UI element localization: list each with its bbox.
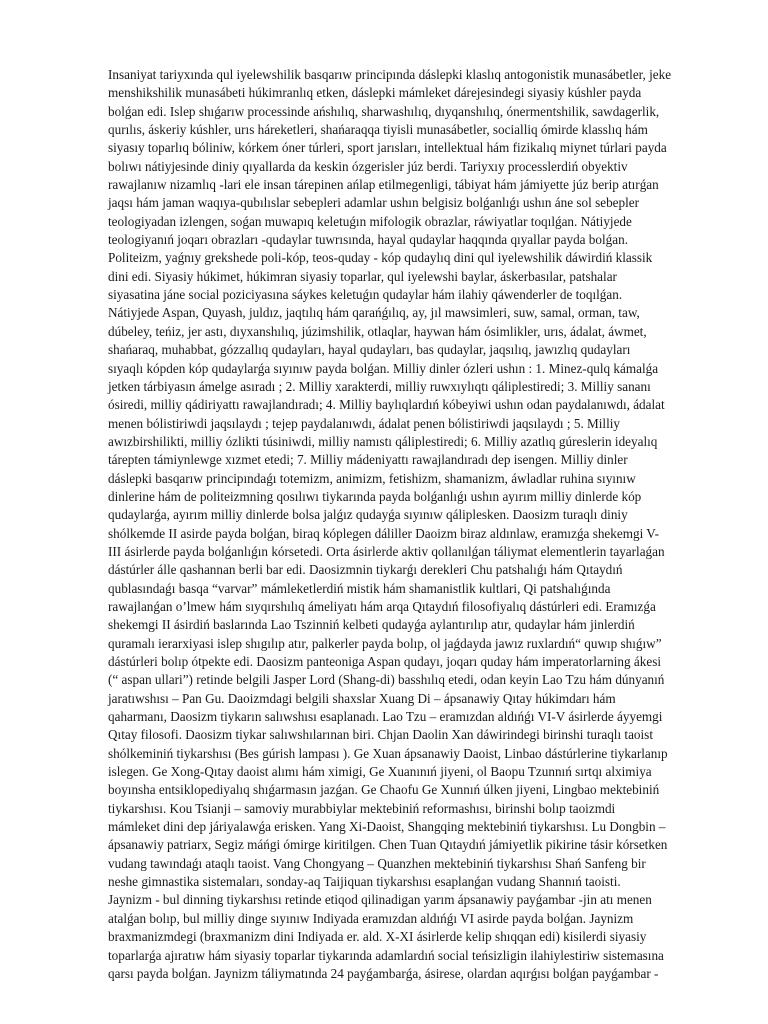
text-line: sıyaqlı kópden kóp qudaylarǵa sıyınıw payda bolǵan. Milliy dinler ózleri ushın : 1. Minez-qulq kámalǵa xyxy=(108,360,659,376)
text-line: dúbeley, teńiz, jer astı, dıyxanshılıq, júzimshilik, otlaqlar, haywan hám ósimlikler, urıs, ádalat, áwmet, xyxy=(108,323,647,339)
text-line: menen bólistiriwdi jaqsılaydı ; tejep paydalanıwdı, ádalat penen bólistiriwdi jaqsılaydı ; 5. Milliy xyxy=(108,415,621,431)
text-line: toparlarǵa ajıratıw hám siyasiy toparlar tiykarında adamlardıń social teńsizligin ilahiylestiriw sistemasına xyxy=(108,947,664,963)
text-line: tiykarshısı. Kou Tsianji – samoviy murabbiylar mektebiniń reformashısı, birinshi bolıp taoizmdi xyxy=(108,800,616,816)
text-line: bolǵan edi. Islep shıǵarıw processinde ańshılıq, sharwashılıq, dıyqanshılıq, ónermentshilik, sawdagerlik, xyxy=(108,103,660,119)
text-line: Insaniyat tariyxında qul iyelewshilik basqarıw principında dáslepki klaslıq antogonistik munasábetler, jeke xyxy=(108,67,672,82)
text-line: mámleket dini dep járiyalawǵa erisken. Yang Xi-Daoist, Shangqing mektebiniń tiykarshısı. Lu Dongbin – xyxy=(108,819,666,835)
text-line: atalǵan bolıp, bul milliy dinge sıyınıw Indiyada eramızdan aldıńǵı VI asirde payda bolǵan. Jaynizm xyxy=(108,910,634,926)
text-line: dástúrler álle qashannan berli bar edi. Daosizmnin tiykarǵı derekleri Chu patshalıǵı hám Qıtaydıń xyxy=(108,562,623,578)
text-line: vudang tawındaǵı ataqlı taoist. Vang Chongyang – Quanzhen mektebiniń tiykarshısı Shań Sanfeng bir xyxy=(108,855,646,871)
text-line: dinlerine hám de politeizmning qosılıwı tiykarında payda bolǵanlıǵı ushın ayırım milliy dinlerde kóp xyxy=(108,488,642,504)
text-line: jaqsı hám jaman waqıya-qubılıslar sebepleri adamlar ushın belgisiz bolǵanlıǵı ushın áne sol sebepler xyxy=(108,195,640,211)
text-line: Politeizm, yaǵnıy grekshede poli-kóp, teos-quday - kóp qudaylıq dini qul iyelewshilik dáwirdiń klassik xyxy=(108,250,653,266)
text-line: qublasındaǵı basqa “varvar” mámleketlerdiń mistik hám shamanistlik kultlari, Qi patshalıǵında xyxy=(108,580,611,596)
text-line: shólkeminiń tiykarshısı (Bes gúrish lampası ). Ge Xuan ápsanawiy Daoist, Linbao dástúrlerine tiykarlanıp xyxy=(108,745,668,761)
text-line: bolıwı nátiyjesinde diniy qıyallarda da keskin ózgerisler júz berdi. Tariyxıy processlerdiń obyektiv xyxy=(108,158,628,174)
text-line: qaharmanı, Daosizm tiykarın salıwshısı esaplanadı. Lao Tzu – eramızdan aldıńǵı VI-V ásirlerde áyyemgi xyxy=(108,709,663,725)
text-line: teologiyadan izlengen, soǵan muwapıq keletuǵın mifologik obrazlar, ráwiyatlar toqılǵan. Nátiyjede xyxy=(108,213,632,229)
text-line: neshe gimnastika sistemaları, sonday-aq Taijiquan tiykarshısı esaplanǵan vudang Shannıń taoisti. xyxy=(108,874,621,890)
text-line: islegen. Ge Xong-Qıtay daoist alımı hám ximigi, Ge Xuanınıń jiyeni, ol Baopu Tzunnıń sırtqı alximiya xyxy=(108,764,652,780)
text-line: dini edi. Siyasiy húkimet, húkimran siyasiy toparlar, qul iyelewshi baylar, áskerbasılar, patshalar xyxy=(108,268,617,284)
text-line: (“ aspan ullari”) retinde belgili Jasper Lord (Shang-di) basshılıq etedi, odan keyin Lao Tzu hám dúnyanıń xyxy=(108,672,665,688)
text-line: Qıtay filosofi. Daosizm tiykar salıwshılarınan biri. Chjan Daolin Xan dáwirindegi birinshi turaqlı taoist xyxy=(108,727,653,743)
text-line xyxy=(108,983,688,1001)
text-line: dáslepki basqarıw principındaǵı totemizm, animizm, fetishizm, shamanizm, áwladlar ruhina sıyınıw xyxy=(108,470,636,486)
text-line: menshikshilik munasábeti húkimranlıq etken, dáslepki mámleket dárejesindegi siyasiy kúshler payda xyxy=(108,85,642,101)
text-line: braxmanizmdegi (braxmanizm dini Indiyada er. ald. X-XI ásirlerde kelip shıqqan edi) kisilerdi siyasiy xyxy=(108,929,647,945)
text-line: qudaylarǵa, ayırım milliy dinlerde bolsa jalǵız qudayǵa sıyınıw qáliplesken. Daosizm turaqlı diniy xyxy=(108,507,628,523)
text-line: shólkemde II asirde payda bolǵan, biraq kóplegen dáliller Daoizm biraz aldınlaw, eramızǵa shekemgi V- xyxy=(108,525,660,541)
text-line: jetken tárbiyasın ámelge asıradı ; 2. Milliy xarakterdi, milliy ruwxıylıqtı qáliplestiredi; 3. Milliy sananı xyxy=(108,378,651,394)
text-line: shekemgi II ásirdiń baslarında Lao Tszinniń kelbeti qudayǵa aylantırılıp atır, qudaylar hám jinlerdiń xyxy=(108,617,635,633)
text-line: quramalı ierarxiyasi islep shıgılıp atır, palkerler payda bolıp, ol jaǵdayda jawız ruxlardıń“ quwıp shıǵıw” xyxy=(108,635,662,651)
text-line: tárepten támiynlewge xızmet etedi; 7. Milliy mádeniyattı rawajlandıradı dep isengen. Milliy dinler xyxy=(108,452,628,468)
text-line: rawajlanǵan o’lmew hám sıyqırshılıq ámeliyatı hám arqa Qıtaydıń filosofiyalıq dástúrleri edi. Eramızǵa xyxy=(108,598,656,614)
text-line: qarsı payda bolǵan. Jaynizm táliymatında 24 payǵambarǵa, ásirese, olardan aqırǵısı bolǵan payǵambar - xyxy=(108,965,659,981)
text-line: rawajlanıw nizamlıq -lari ele insan tárepinen ańlap etilmegenligi, tábiyat hám jámiyette júz berip atırǵan xyxy=(108,177,659,193)
text-line: qurılıs, áskeriy kúshler, urıs háreketleri, shańaraqqa tiyisli munasábetler, socialliq ómirde klasslıq hám xyxy=(108,122,648,138)
text-line: ápsanawiy patriarx, Segiz máńgi ómirge kiritilgen. Chen Tuan Qıtaydıń jámiyetlik pikirine tásir kórsetken xyxy=(108,837,668,853)
text-line: shańaraq, muhabbat, gózzallıq qudayları, hayal qudayları, bas qudaylar, jaqsılıq, jawızlıq qudayları xyxy=(108,342,631,358)
text-line: jaratıwshısı – Pan Gu. Daoizmdagi belgili shaxslar Xuang Di – ápsanawiy Qıtay húkimdarı hám xyxy=(108,690,616,706)
text-line: awızbirshilikti, milliy ózlikti túsiniwdi, milliy namıstı qáliplestiredi; 6. Milliy azatlıq gúreslerin ideyalıq xyxy=(108,433,658,449)
text-line: siyasıy toparlıq bóliniw, kórkem óner túrleri, sport jarısları, intellektual hám fizikalıq miynet túrlari payda xyxy=(108,140,667,156)
text-line: III ásirlerde payda bolǵanlıǵın kórsetedi. Orta ásirlerde aktiv qollanılǵan táliymat elementlerin tayarlaǵan xyxy=(108,543,665,559)
text-line: Jaynizm - bul dinning tiykarshısı retinde etiqod qilinadigan yarım ápsanawiy payǵambar -jin atı menen xyxy=(108,892,652,908)
text-line: Nátiyjede Aspan, Quyash, juldız, jaqtılıq hám qarańǵılıq, ay, jıl mawsimleri, suw, samal, orman, taw, xyxy=(108,305,640,321)
text-line: ósiredi, milliy qádiriyattı rawajlandıradı; 4. Milliy baylıqlardıń kóbeyiwi ushın odan paydalanıwdı, ádalat xyxy=(108,397,665,413)
text-line: siyasatina jáne social poziciyasına sáykes keletuǵın qudaylar hám ilahiy qáwenderler de toqılǵan. xyxy=(108,287,623,303)
document-body-text xyxy=(108,66,688,1002)
text-line: teologiyanıń joqarı obrazları -qudaylar tuwrısında, hayal qudaylar haqqında qıyallar payda bolǵan. xyxy=(108,232,628,248)
text-line: boyınsha entsiklopediyalıq shıǵarmasın jazǵan. Ge Chaofu Ge Xunnıń úlken jiyeni, Lingbao mektebiniń xyxy=(108,782,660,798)
text-line: dástúrleri bolıp ótpekte edi. Daosizm panteoniga Aspan qudayı, joqarı quday hám imperatorlarning ákesi xyxy=(108,654,661,669)
